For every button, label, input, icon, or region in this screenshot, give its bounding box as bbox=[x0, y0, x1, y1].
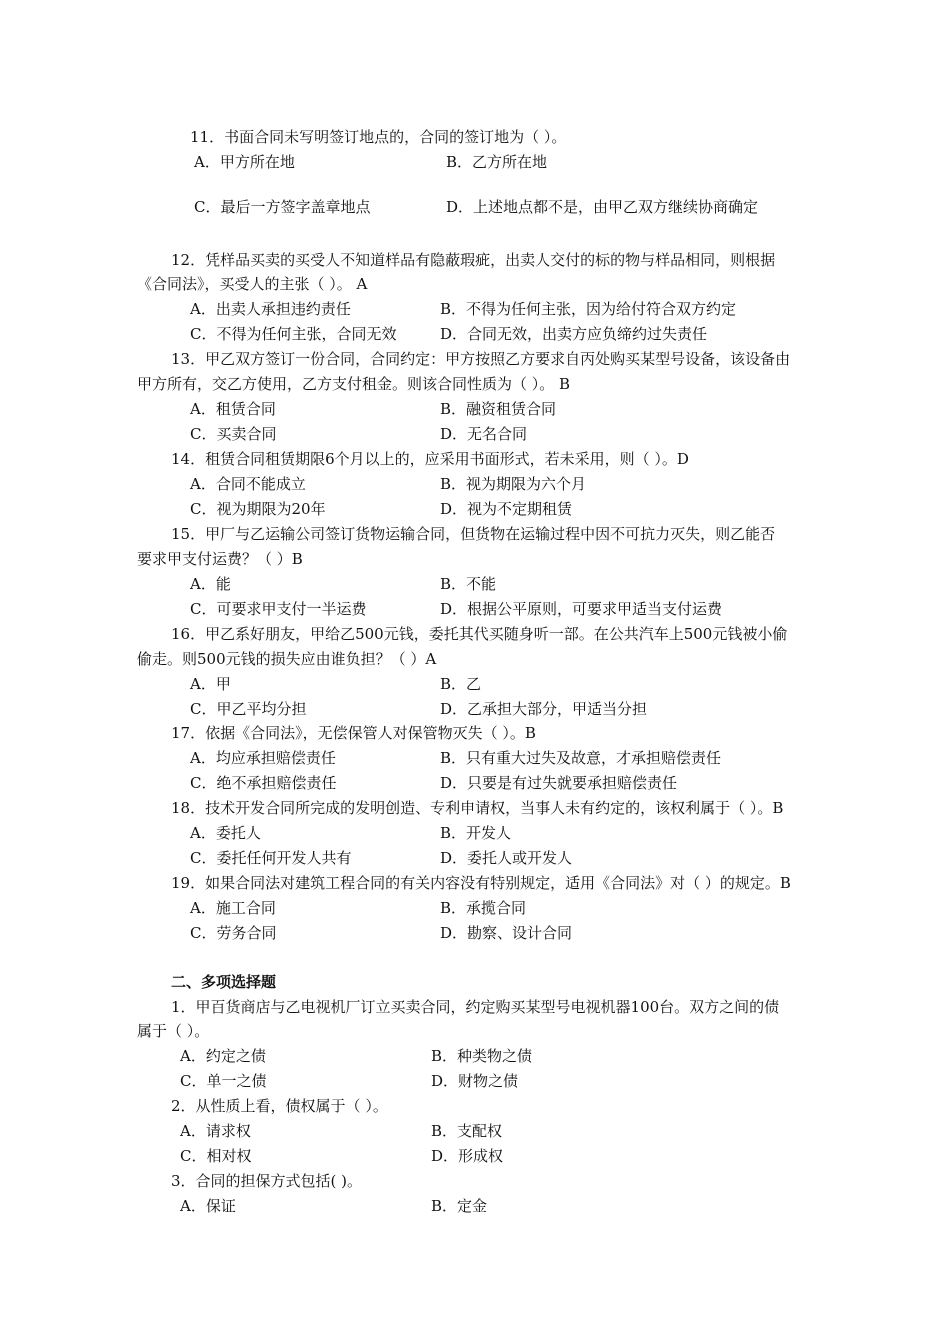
multi-question-2-option-d: D．形成权 bbox=[431, 1147, 504, 1165]
question-13-option-b: B．融资租赁合同 bbox=[440, 400, 557, 418]
question-11-option-a: A．甲方所在地 bbox=[194, 153, 295, 171]
question-19-option-d: D．勘察、设计合同 bbox=[440, 924, 573, 942]
multi-question-2-option-a: A．请求权 bbox=[180, 1122, 251, 1140]
question-15-stem-line1: 15．甲厂与乙运输公司签订货物运输合同，但货物在运输过程中因不可抗力灭失，则乙能否 bbox=[171, 525, 776, 543]
question-12-option-c: C．不得为任何主张，合同无效 bbox=[190, 325, 397, 343]
question-15-option-c: C．可要求甲支付一半运费 bbox=[190, 600, 367, 618]
question-13-stem-line1: 13．甲乙双方签订一份合同，合同约定：甲方按照乙方要求自丙处购买某型号设备，该设备由 bbox=[171, 350, 791, 368]
question-18-option-c: C．委托任何开发人共有 bbox=[190, 849, 352, 867]
question-18-option-d: D．委托人或开发人 bbox=[440, 849, 573, 867]
question-19-stem: 19．如果合同法对建筑工程合同的有关内容没有特别规定，适用《合同法》对（ ）的规定。B bbox=[171, 874, 791, 892]
question-16-stem-line2: 偷走。则500元钱的损失应由谁负担？（ ）A bbox=[137, 650, 437, 668]
question-15-option-a: A．能 bbox=[190, 575, 231, 593]
question-17-option-d: D．只要是有过失就要承担赔偿责任 bbox=[440, 774, 678, 792]
question-17-stem: 17．依据《合同法》，无偿保管人对保管物灭失（ ）。B bbox=[171, 724, 536, 742]
section-heading-multiple-choice: 二、多项选择题 bbox=[171, 973, 277, 991]
question-13-option-a: A．租赁合同 bbox=[190, 400, 276, 418]
question-12-option-d: D．合同无效，出卖方应负缔约过失责任 bbox=[440, 325, 708, 343]
question-18-stem: 18．技术开发合同所完成的发明创造、专利申请权，当事人未有约定的，该权利属于（ ）。B bbox=[171, 799, 784, 817]
multi-question-3-option-a: A．保证 bbox=[180, 1197, 236, 1215]
multi-question-2-stem: 2．从性质上看，债权属于（ ）。 bbox=[171, 1097, 388, 1115]
question-11-option-b: B．乙方所在地 bbox=[446, 153, 548, 171]
question-12-option-a: A．出卖人承担违约责任 bbox=[190, 300, 351, 318]
question-11-option-d: D．上述地点都不是，由甲乙双方继续协商确定 bbox=[446, 198, 759, 216]
question-13-option-d: D．无名合同 bbox=[440, 425, 528, 443]
multi-question-2-option-c: C．相对权 bbox=[180, 1147, 252, 1165]
question-16-option-d: D．乙承担大部分，甲适当分担 bbox=[440, 700, 648, 718]
question-15-stem-line2: 要求甲支付运费？（ ）B bbox=[137, 550, 303, 568]
question-17-option-a: A．均应承担赔偿责任 bbox=[190, 749, 336, 767]
question-17-option-c: C．绝不承担赔偿责任 bbox=[190, 774, 337, 792]
question-19-option-b: B．承揽合同 bbox=[440, 899, 527, 917]
question-13-stem-line2: 甲方所有，交乙方使用，乙方支付租金。则该合同性质为（ ）。 B bbox=[137, 375, 571, 393]
question-14-option-c: C．视为期限为20年 bbox=[190, 500, 326, 518]
question-18-option-b: B．开发人 bbox=[440, 824, 512, 842]
question-14-option-b: B．视为期限为六个月 bbox=[440, 475, 587, 493]
question-11-stem: 11．书面合同未写明签订地点的，合同的签订地为（ ）。 bbox=[190, 128, 567, 146]
question-17-option-b: B．只有重大过失及故意，才承担赔偿责任 bbox=[440, 749, 722, 767]
question-12-stem-line1: 12．凭样品买卖的买受人不知道样品有隐蔽瑕疵，出卖人交付的标的物与样品相同，则根据 bbox=[171, 251, 776, 269]
question-19-option-c: C．劳务合同 bbox=[190, 924, 277, 942]
multi-question-1-stem-line1: 1．甲百货商店与乙电视机厂订立买卖合同，约定购买某型号电视机器100台。双方之间的债 bbox=[171, 998, 780, 1016]
question-16-option-a: A．甲 bbox=[190, 675, 231, 693]
question-15-option-d: D．根据公平原则，可要求甲适当支付运费 bbox=[440, 600, 723, 618]
question-12-stem-line2: 《合同法》，买受人的主张（ ）。 A bbox=[137, 275, 368, 293]
multi-question-3-option-b: B．定金 bbox=[431, 1197, 488, 1215]
question-16-option-b: B．乙 bbox=[440, 675, 482, 693]
question-14-option-a: A．合同不能成立 bbox=[190, 475, 306, 493]
question-19-option-a: A．施工合同 bbox=[190, 899, 276, 917]
multi-question-1-option-b: B．种类物之债 bbox=[431, 1047, 533, 1065]
multi-question-1-option-c: C．单一之债 bbox=[180, 1072, 267, 1090]
question-14-option-d: D．视为不定期租赁 bbox=[440, 500, 573, 518]
question-14-stem: 14．租赁合同租赁期限6个月以上的，应采用书面形式，若未采用，则（ ）。D bbox=[171, 450, 689, 468]
question-11-option-c: C．最后一方签字盖章地点 bbox=[194, 198, 371, 216]
question-15-option-b: B．不能 bbox=[440, 575, 497, 593]
question-13-option-c: C．买卖合同 bbox=[190, 425, 277, 443]
question-16-stem-line1: 16．甲乙系好朋友，甲给乙500元钱，委托其代买随身听一部。在公共汽车上500元钱被小偷 bbox=[171, 625, 788, 643]
multi-question-3-stem: 3．合同的担保方式包括( )。 bbox=[171, 1172, 363, 1190]
multi-question-2-option-b: B．支配权 bbox=[431, 1122, 503, 1140]
multi-question-1-option-a: A．约定之债 bbox=[180, 1047, 266, 1065]
question-16-option-c: C．甲乙平均分担 bbox=[190, 700, 307, 718]
question-18-option-a: A．委托人 bbox=[190, 824, 261, 842]
multi-question-1-option-d: D．财物之债 bbox=[431, 1072, 519, 1090]
question-12-option-b: B．不得为任何主张，因为给付符合双方约定 bbox=[440, 300, 737, 318]
multi-question-1-stem-line2: 属于（ ）。 bbox=[137, 1022, 210, 1040]
